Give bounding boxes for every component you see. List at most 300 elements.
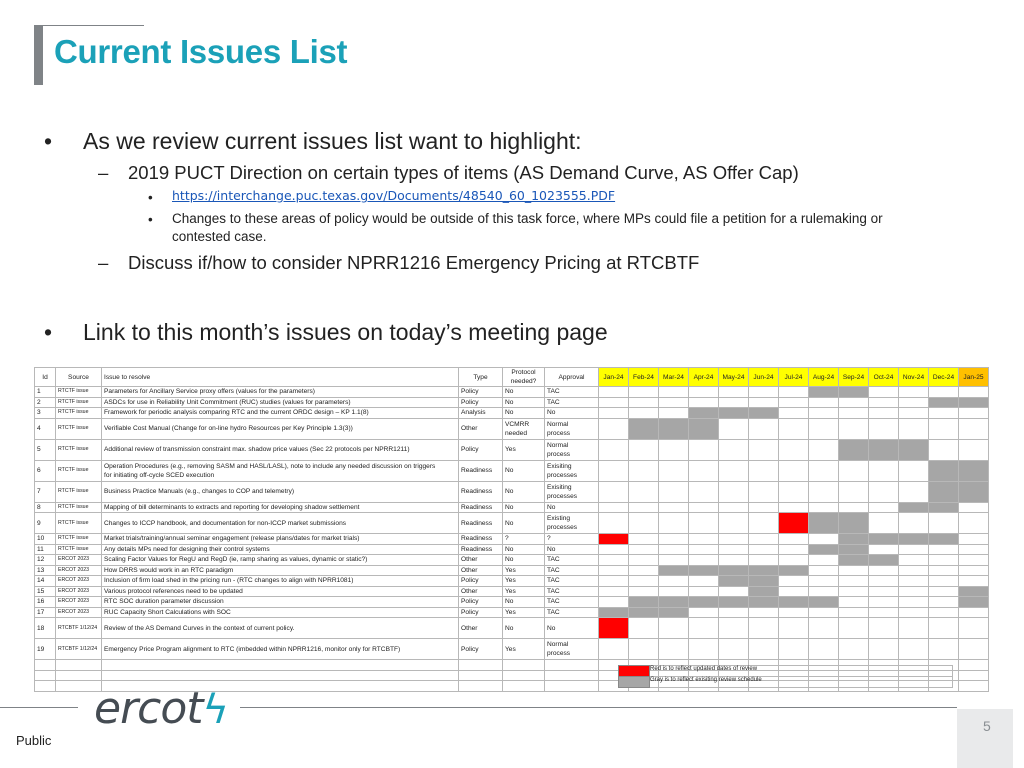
review-cell-gray xyxy=(839,555,869,566)
month-header: Sep-24 xyxy=(839,368,869,387)
empty-cell xyxy=(959,670,989,681)
row-protocol: VCMRR needed xyxy=(503,418,545,439)
month-cell xyxy=(809,408,839,419)
row-id: 18 xyxy=(35,618,56,639)
table-row xyxy=(35,439,989,460)
review-cell-gray xyxy=(629,607,659,618)
review-cell-gray xyxy=(839,439,869,460)
table-row xyxy=(35,597,989,608)
review-cell-gray xyxy=(959,597,989,608)
month-cell xyxy=(749,418,779,439)
month-cell xyxy=(629,439,659,460)
month-cell xyxy=(779,460,809,481)
month-cell xyxy=(599,397,629,408)
review-cell-gray xyxy=(899,439,929,460)
month-cell xyxy=(839,418,869,439)
row-approval: No xyxy=(545,408,599,419)
col-header-issue: Issue to resolve xyxy=(102,368,459,387)
month-cell xyxy=(719,397,749,408)
row-issue: Emergency Price Program alignment to RTC (imbedded within NPRR1216, monitor only for RTCBTF) xyxy=(102,639,459,660)
month-cell xyxy=(719,502,749,513)
empty-cell xyxy=(503,681,545,692)
row-protocol: Yes xyxy=(503,565,545,576)
review-cell-gray xyxy=(749,576,779,587)
review-cell-gray xyxy=(719,597,749,608)
row-protocol: Yes xyxy=(503,639,545,660)
row-approval: ? xyxy=(545,534,599,545)
month-cell xyxy=(629,502,659,513)
row-issue: Review of the AS Demand Curves in the context of current policy. xyxy=(102,618,459,639)
month-cell xyxy=(719,481,749,502)
month-cell xyxy=(779,387,809,398)
month-cell xyxy=(929,576,959,587)
month-cell xyxy=(899,460,929,481)
row-type: Policy xyxy=(459,597,503,608)
row-approval: Existing processes xyxy=(545,513,599,534)
month-cell xyxy=(749,387,779,398)
month-cell xyxy=(629,544,659,555)
month-cell xyxy=(779,408,809,419)
review-cell-gray xyxy=(899,534,929,545)
empty-cell xyxy=(35,670,56,681)
month-cell xyxy=(629,565,659,576)
row-source: RTCTF issue xyxy=(56,481,102,502)
month-cell xyxy=(809,565,839,576)
month-header: Jan-24 xyxy=(599,368,629,387)
month-cell xyxy=(689,439,719,460)
empty-cell xyxy=(459,660,503,671)
month-cell xyxy=(659,555,689,566)
month-cell xyxy=(659,544,689,555)
month-cell xyxy=(809,481,839,502)
month-cell xyxy=(869,565,899,576)
row-protocol: Yes xyxy=(503,439,545,460)
row-type: Policy xyxy=(459,387,503,398)
row-issue: Changes to ICCP handbook, and documentation for non-ICCP market submissions xyxy=(102,513,459,534)
table-row xyxy=(35,565,989,576)
month-cell xyxy=(809,576,839,587)
month-cell xyxy=(629,460,659,481)
empty-cell xyxy=(102,670,459,681)
month-cell xyxy=(779,618,809,639)
table-row xyxy=(35,607,989,618)
puc-document-link[interactable]: https://interchange.puc.texas.gov/Documents/48540_60_1023555.PDF xyxy=(172,188,616,203)
row-id: 8 xyxy=(35,502,56,513)
month-cell xyxy=(629,397,659,408)
month-cell xyxy=(689,607,719,618)
month-cell xyxy=(689,502,719,513)
month-cell xyxy=(719,607,749,618)
month-cell xyxy=(929,565,959,576)
row-issue: Framework for periodic analysis comparing RTC and the current ORDC design – KP 1.1(8) xyxy=(102,408,459,419)
month-cell xyxy=(839,460,869,481)
month-cell xyxy=(869,418,899,439)
month-cell xyxy=(719,586,749,597)
month-cell xyxy=(749,639,779,660)
month-cell xyxy=(929,439,959,460)
review-cell-gray xyxy=(719,408,749,419)
month-cell xyxy=(719,513,749,534)
row-approval: Exisiting processes xyxy=(545,460,599,481)
row-issue: Market trials/training/annual seminar engagement (release plans/dates for market trials) xyxy=(102,534,459,545)
month-cell xyxy=(899,597,929,608)
row-type: Readiness xyxy=(459,481,503,502)
month-cell xyxy=(959,555,989,566)
month-cell xyxy=(659,481,689,502)
review-cell-gray xyxy=(689,408,719,419)
month-cell xyxy=(959,607,989,618)
month-cell xyxy=(959,618,989,639)
row-type: Other xyxy=(459,586,503,597)
month-cell xyxy=(809,502,839,513)
row-source: RTCBTF 1/12/24 xyxy=(56,618,102,639)
month-cell xyxy=(899,586,929,597)
row-protocol: No xyxy=(503,502,545,513)
row-type: Readiness xyxy=(459,534,503,545)
row-type: Readiness xyxy=(459,502,503,513)
review-cell-gray xyxy=(869,555,899,566)
bullet-2-dash: – xyxy=(98,252,109,273)
month-cell xyxy=(869,576,899,587)
month-cell xyxy=(959,534,989,545)
month-cell xyxy=(599,576,629,587)
review-cell-gray xyxy=(749,408,779,419)
month-cell xyxy=(719,460,749,481)
month-cell xyxy=(869,387,899,398)
row-id: 13 xyxy=(35,565,56,576)
month-cell xyxy=(899,513,929,534)
month-cell xyxy=(779,639,809,660)
col-header-approval: Approval xyxy=(545,368,599,387)
row-type: Policy xyxy=(459,397,503,408)
row-approval: No xyxy=(545,502,599,513)
row-approval: TAC xyxy=(545,555,599,566)
col-header-id: Id xyxy=(35,368,56,387)
month-header: Jun-24 xyxy=(749,368,779,387)
review-cell-gray xyxy=(749,565,779,576)
month-cell xyxy=(929,597,959,608)
review-cell-gray xyxy=(929,534,959,545)
table-row xyxy=(35,544,989,555)
month-cell xyxy=(629,513,659,534)
month-cell xyxy=(809,555,839,566)
month-cell xyxy=(599,502,629,513)
row-source: RTCTF issue xyxy=(56,397,102,408)
month-cell xyxy=(779,544,809,555)
month-cell xyxy=(959,544,989,555)
month-cell xyxy=(659,387,689,398)
empty-cell xyxy=(35,660,56,671)
row-source: RTCTF issue xyxy=(56,502,102,513)
month-cell xyxy=(749,481,779,502)
row-type: Other xyxy=(459,555,503,566)
month-header: Jan-25 xyxy=(959,368,989,387)
month-cell xyxy=(689,586,719,597)
row-id: 17 xyxy=(35,607,56,618)
row-protocol: No xyxy=(503,618,545,639)
row-issue: Operation Procedures (e.g., removing SASM and HASL/LASL), note to include any needed discussion on triggers for initiating off-cycle SCED execution xyxy=(102,460,459,481)
month-cell xyxy=(779,397,809,408)
month-cell xyxy=(839,639,869,660)
row-id: 7 xyxy=(35,481,56,502)
review-cell-gray xyxy=(749,586,779,597)
col-header-source: Source xyxy=(56,368,102,387)
row-source: RTCTF issue xyxy=(56,387,102,398)
month-cell xyxy=(929,544,959,555)
month-cell xyxy=(749,544,779,555)
month-cell xyxy=(599,639,629,660)
row-type: Analysis xyxy=(459,408,503,419)
empty-cell xyxy=(503,660,545,671)
month-cell xyxy=(839,408,869,419)
review-cell-gray xyxy=(749,597,779,608)
month-cell xyxy=(779,418,809,439)
row-protocol: No xyxy=(503,387,545,398)
row-issue: Additional review of transmission constraint max. shadow price values (Sec 22 protocols per NPRR1211) xyxy=(102,439,459,460)
row-issue: Various protocol references need to be updated xyxy=(102,586,459,597)
month-cell xyxy=(809,607,839,618)
month-cell xyxy=(659,639,689,660)
review-cell-gray xyxy=(779,597,809,608)
month-cell xyxy=(869,586,899,597)
row-protocol: No xyxy=(503,408,545,419)
row-issue: Inclusion of firm load shed in the pricing run - (RTC changes to align with NPRR1081) xyxy=(102,576,459,587)
row-source: RTCBTF 1/12/24 xyxy=(56,639,102,660)
row-id: 3 xyxy=(35,408,56,419)
month-header: Feb-24 xyxy=(629,368,659,387)
month-cell xyxy=(629,576,659,587)
review-cell-gray xyxy=(689,565,719,576)
bullet-1-1-a-dot: • xyxy=(148,190,153,205)
row-approval: TAC xyxy=(545,565,599,576)
month-cell xyxy=(869,460,899,481)
title-accent-bar xyxy=(34,25,43,85)
month-cell xyxy=(959,513,989,534)
review-cell-gray xyxy=(719,576,749,587)
month-cell xyxy=(599,418,629,439)
month-cell xyxy=(899,639,929,660)
month-cell xyxy=(599,460,629,481)
month-cell xyxy=(959,502,989,513)
month-cell xyxy=(929,639,959,660)
row-issue: How DRRS would work in an RTC paradigm xyxy=(102,565,459,576)
review-cell-gray xyxy=(869,439,899,460)
month-cell xyxy=(899,565,929,576)
empty-cell xyxy=(56,670,102,681)
month-cell xyxy=(599,555,629,566)
month-header: Aug-24 xyxy=(809,368,839,387)
row-source: ERCOT 2023 xyxy=(56,586,102,597)
month-cell xyxy=(599,513,629,534)
month-cell xyxy=(839,586,869,597)
table-row xyxy=(35,576,989,587)
review-cell-gray xyxy=(809,513,839,534)
month-cell xyxy=(659,513,689,534)
empty-cell xyxy=(959,681,989,692)
row-id: 4 xyxy=(35,418,56,439)
row-id: 14 xyxy=(35,576,56,587)
row-source: RTCTF issue xyxy=(56,534,102,545)
month-cell xyxy=(749,397,779,408)
review-cell-gray xyxy=(959,481,989,502)
month-cell xyxy=(779,481,809,502)
month-cell xyxy=(959,576,989,587)
month-cell xyxy=(959,565,989,576)
review-cell-gray xyxy=(659,607,689,618)
month-cell xyxy=(929,408,959,419)
month-cell xyxy=(749,534,779,545)
row-protocol: No xyxy=(503,597,545,608)
month-cell xyxy=(749,502,779,513)
month-cell xyxy=(809,586,839,597)
review-cell-gray xyxy=(929,481,959,502)
month-cell xyxy=(689,481,719,502)
month-cell xyxy=(959,387,989,398)
month-cell xyxy=(929,513,959,534)
empty-cell xyxy=(545,681,599,692)
month-cell xyxy=(689,397,719,408)
month-cell xyxy=(899,618,929,639)
review-cell-gray xyxy=(689,418,719,439)
row-id: 5 xyxy=(35,439,56,460)
month-cell xyxy=(929,418,959,439)
legend-red-text: Red is to reflect updated dates of review xyxy=(650,666,758,672)
month-cell xyxy=(809,397,839,408)
review-cell-gray xyxy=(779,565,809,576)
row-approval: Normal process xyxy=(545,639,599,660)
month-cell xyxy=(719,618,749,639)
month-cell xyxy=(629,555,659,566)
col-header-protocol: Protocol needed? xyxy=(503,368,545,387)
month-cell xyxy=(599,481,629,502)
month-cell xyxy=(839,565,869,576)
month-cell xyxy=(959,418,989,439)
month-cell xyxy=(689,544,719,555)
month-cell xyxy=(959,439,989,460)
month-cell xyxy=(839,397,869,408)
bullet-dot: • xyxy=(44,128,53,154)
row-type: Other xyxy=(459,565,503,576)
row-id: 15 xyxy=(35,586,56,597)
page-number: 5 xyxy=(983,718,991,734)
bullet-1-1: 2019 PUCT Direction on certain types of items (AS Demand Curve, AS Offer Cap) xyxy=(128,162,799,183)
bullet-1-2: Discuss if/how to consider NPRR1216 Emergency Pricing at RTCBTF xyxy=(128,252,700,273)
row-type: Other xyxy=(459,618,503,639)
row-source: RTCTF issue xyxy=(56,460,102,481)
review-cell-gray xyxy=(809,387,839,398)
row-approval: No xyxy=(545,618,599,639)
month-cell xyxy=(659,586,689,597)
row-id: 12 xyxy=(35,555,56,566)
month-cell xyxy=(689,460,719,481)
row-source: RTCTF issue xyxy=(56,439,102,460)
table-row xyxy=(35,481,989,502)
row-issue: RTC SOC duration parameter discussion xyxy=(102,597,459,608)
bullet-1-text: As we review current issues list want to highlight: xyxy=(83,128,582,154)
month-cell xyxy=(629,387,659,398)
bullet-1-1-b-line1: Changes to these areas of policy would be outside of this task force, where MPs could file a petition for a rulemaking or xyxy=(172,211,883,226)
month-cell xyxy=(629,639,659,660)
month-header: Mar-24 xyxy=(659,368,689,387)
review-cell-gray xyxy=(899,502,929,513)
row-source: ERCOT 2023 xyxy=(56,555,102,566)
month-cell xyxy=(749,460,779,481)
month-cell xyxy=(839,481,869,502)
empty-cell xyxy=(35,681,56,692)
empty-cell xyxy=(503,670,545,681)
month-cell xyxy=(689,618,719,639)
review-cell-red xyxy=(599,618,629,639)
page-title: Current Issues List xyxy=(54,33,348,70)
row-protocol: ? xyxy=(503,534,545,545)
review-cell-gray xyxy=(629,597,659,608)
review-cell-gray xyxy=(659,418,689,439)
month-cell xyxy=(809,439,839,460)
month-cell xyxy=(659,408,689,419)
month-header: Jul-24 xyxy=(779,368,809,387)
table-row xyxy=(35,397,989,408)
month-cell xyxy=(869,618,899,639)
month-header: May-24 xyxy=(719,368,749,387)
row-protocol: Yes xyxy=(503,607,545,618)
row-issue: Verifiable Cost Manual (Change for on-line hydro Resources per Key Principle 1.3(3)) xyxy=(102,418,459,439)
review-cell-gray xyxy=(929,460,959,481)
month-cell xyxy=(869,481,899,502)
month-cell xyxy=(869,607,899,618)
row-issue: Business Practice Manuals (e.g., changes to COP and telemetry) xyxy=(102,481,459,502)
month-cell xyxy=(719,555,749,566)
review-cell-gray xyxy=(839,513,869,534)
month-cell xyxy=(869,597,899,608)
review-cell-gray xyxy=(599,607,629,618)
row-approval: Normal process xyxy=(545,439,599,460)
row-approval: TAC xyxy=(545,586,599,597)
row-type: Policy xyxy=(459,439,503,460)
month-cell xyxy=(809,460,839,481)
issues-table xyxy=(34,367,989,692)
month-cell xyxy=(689,387,719,398)
month-cell xyxy=(749,513,779,534)
month-cell xyxy=(659,502,689,513)
table-row xyxy=(35,534,989,545)
review-cell-gray xyxy=(929,397,959,408)
month-cell xyxy=(779,534,809,545)
table-row xyxy=(35,460,989,481)
row-issue: Parameters for Ancillary Service proxy offers (values for the parameters) xyxy=(102,387,459,398)
month-header: Dec-24 xyxy=(929,368,959,387)
month-cell xyxy=(869,513,899,534)
month-cell xyxy=(809,639,839,660)
review-cell-red xyxy=(599,534,629,545)
empty-cell xyxy=(102,660,459,671)
month-cell xyxy=(599,597,629,608)
month-header: Oct-24 xyxy=(869,368,899,387)
month-cell xyxy=(929,387,959,398)
row-id: 9 xyxy=(35,513,56,534)
month-cell xyxy=(719,387,749,398)
month-header: Apr-24 xyxy=(689,368,719,387)
month-cell xyxy=(749,555,779,566)
month-cell xyxy=(599,439,629,460)
row-issue: Any details MPs need for designing their control systems xyxy=(102,544,459,555)
row-approval: Normal process xyxy=(545,418,599,439)
review-cell-gray xyxy=(929,502,959,513)
legend-gray-swatch xyxy=(618,676,650,688)
month-cell xyxy=(719,418,749,439)
row-type: Readiness xyxy=(459,460,503,481)
col-header-type: Type xyxy=(459,368,503,387)
review-cell-gray xyxy=(689,597,719,608)
